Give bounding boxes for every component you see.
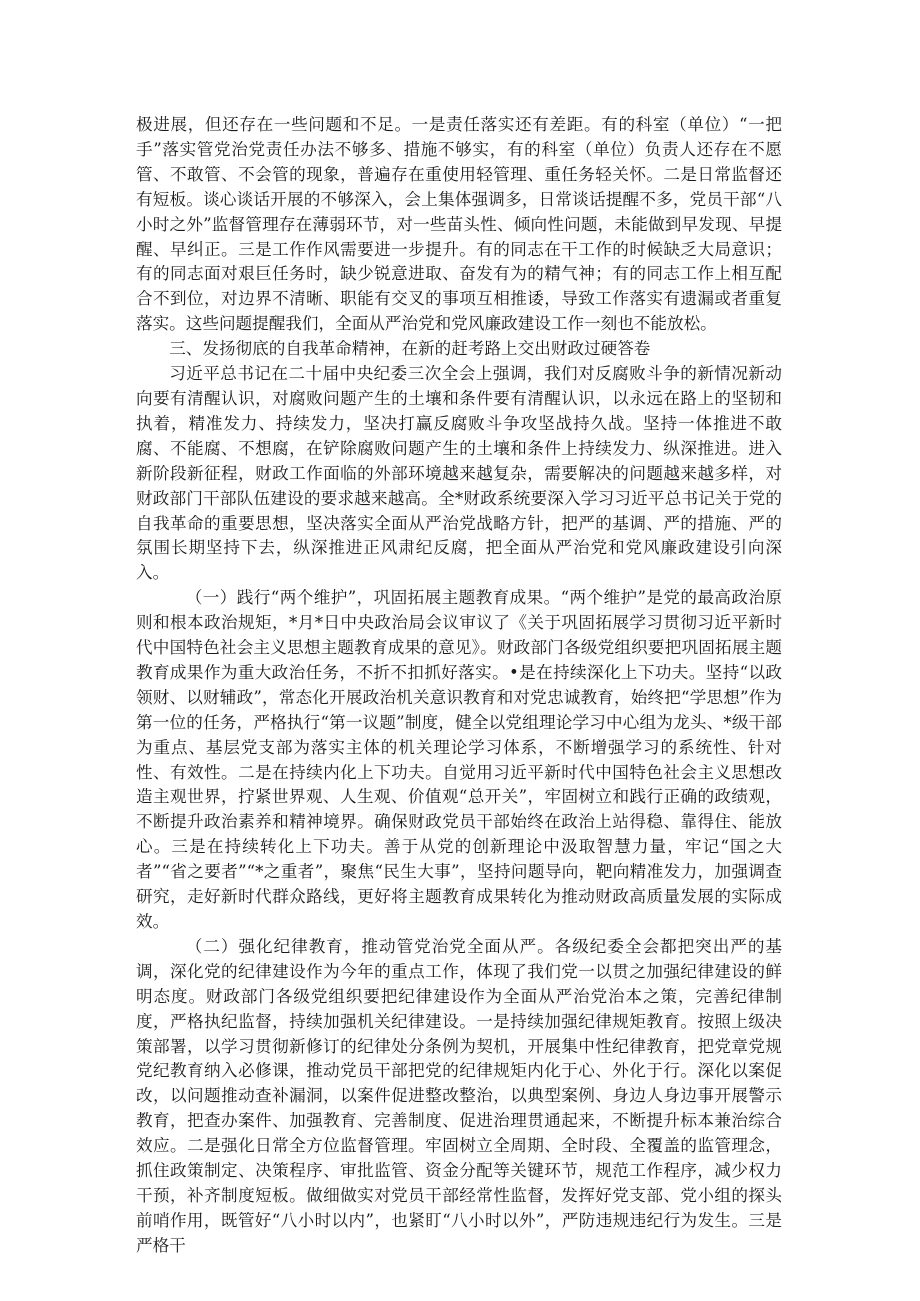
paragraph-item-one: （一）践行“两个维护”，巩固拓展主题教育成果。“两个维护”是党的最高政治原则和根本政治规矩，*月*日中央政治局会议审议了《关于巩固拓展学习贯彻习近平新时代中国特色社会主义思想主题教育成果的意见》。财政部门各级党组织要把巩固拓展主题教育成果作为重大政治任务，不折不扣抓好落实。•是在持续深化上下功夫。坚持“以政领财、以财辅政”，常态化开展政治机关意识教育和对党忠诚教育，始终把“学思想”作为第一位的任务，严格执行“第一议题”制度，健全以党组理论学习中心组为龙头、*级干部为重点、基层党支部为落实主体的机关理论学习体系，不断增强学习的系统性、针对性、有效性。二是在持续内化上下功夫。自觉用习近平新时代中国特色社会主义思想改造主观世界，拧紧世界观、人生观、价值观“总开关”，牢固树立和践行正确的政绩观，不断提升政治素养和精神境界。确保财政党员干部始终在政治上站得稳、靠得住、能放心。三是在持续转化上下功夫。善于从党的创新理论中汲取智慧力量，牢记“国之大者”“省之要者”“*之重者”，聚焦“民生大事”，坚持问题导向，靶向精准发力，加强调查研究，走好新时代群众路线，更好将主题教育成果转化为推动财政高质量发展的实际成效。: [136, 588, 782, 931]
paragraph-item-two: （二）强化纪律教育，推动管党治党全面从严。各级纪委全会都把突出严的基调，深化党的纪律建设作为今年的重点工作，体现了我们党一以贯之加强纪律建设的鲜明态度。财政部门各级党组织要把纪律建设作为全面从严治党治本之策，完善纪律制度，严格执纪监督，持续加强机关纪律建设。一是持续加强纪律规矩教育。按照上级决策部署，以学习贯彻新修订的纪律处分条例为契机，开展集中性纪律教育，把党章党规党纪教育纳入必修课，推动党员干部把党的纪律规矩内化于心、外化于行。深化以案促改，以问题推动查补漏洞，以案件促进整改整治，以典型案例、身边人身边事开展警示教育，把查办案件、加强教育、完善制度、促进治理贯通起来，不断提升标本兼治综合效应。二是强化日常全方位监督管理。牢固树立全周期、全时段、全覆盖的监管理念，抓住政策制定、决策程序、审批监管、资金分配等关键环节，规范工作程序，减少权力干预，补齐制度短板。做细做实对党员干部经常性监督，发挥好党支部、党小组的探头前哨作用，既管好“八小时以内”，也紧盯“八小时以外”，严防违规违纪行为发生。三是严格干: [136, 936, 782, 1255]
document-body: [136, 113, 782, 1259]
section-heading-three: 三、发扬彻底的自我革命精神，在新的赶考路上交出财政过硬答卷: [169, 339, 651, 359]
paragraph-xi-speech: 习近平总书记在二十届中央纪委三次全会上强调，我们对反腐败斗争的新情况新动向要有清醒认识，对腐败问题产生的土壤和条件要有清醒认识，以永远在路上的坚韧和执着，精准发力、持续发力，坚决打赢反腐败斗争攻坚战持久战。坚持一体推进不敢腐、不能腐、不想腐，在铲除腐败问题产生的土壤和条件上持续发力、纵深推进。进入新阶段新征程，财政工作面临的外部环境越来越复杂，需要解决的问题越来越多样，对财政部门干部队伍建设的要求越来越高。全*财政系统要深入学习习近平总书记关于党的自我革命的重要思想，坚决落实全面从严治党战略方针，把严的基调、严的措施、严的氛围长期坚持下去，纵深推进正风肃纪反腐，把全面从严治党和党风廉政建设引向深入。: [136, 364, 782, 583]
paragraph-problems: 极进展，但还存在一些问题和不足。一是责任落实还有差距。有的科室（单位）“一把手”落实管党治党责任办法不够多、措施不够实，有的科室（单位）负责人还存在不愿管、不敢管、不会管的现象，普遍存在重使用轻管理、重任务轻关怀。二是日常监督还有短板。谈心谈话开展的不够深入，会上集体强调多，日常谈话提醒不多，党员干部“八小时之外”监督管理存在薄弱环节，对一些苗头性、倾向性问题，未能做到早发现、早提醒、早纠正。三是工作作风需要进一步提升。有的同志在干工作的时候缺乏大局意识；有的同志面对艰巨任务时，缺少锐意进取、奋发有为的精气神；有的同志工作上相互配合不到位，对边界不清晰、职能有交叉的事项互相推诿，导致工作落实有遗漏或者重复落实。这些问题提醒我们，全面从严治党和党风廉政建设工作一刻也不能放松。: [136, 115, 782, 334]
